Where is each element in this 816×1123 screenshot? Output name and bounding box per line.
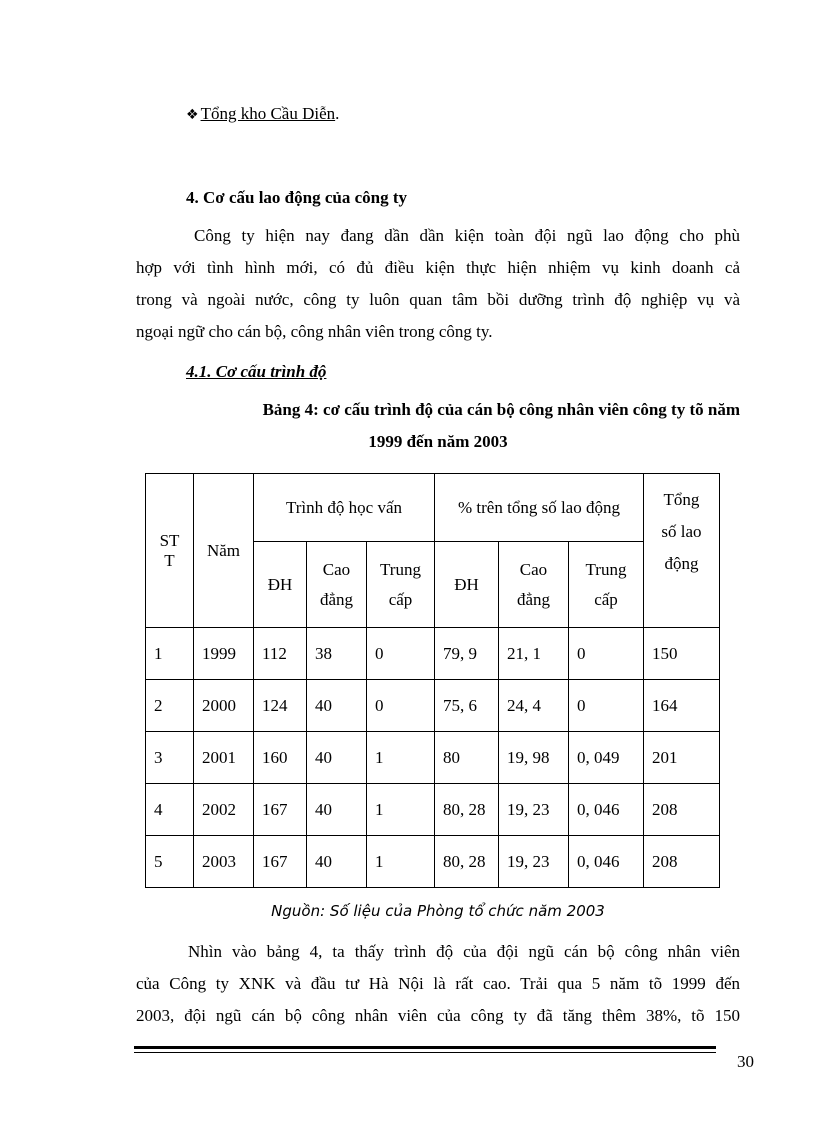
table-row: 3 2001 160 40 1 80 19, 98 0, 049 201 [146, 732, 720, 784]
subsection-heading: 4.1. Cơ cấu trình độ [186, 362, 327, 381]
table-caption-line2: 1999 đến năm 2003 [368, 432, 508, 451]
paragraph-2 [136, 936, 740, 1032]
header-total: Tổng số lao động [644, 474, 720, 628]
header-cao-dang: Cao đẳng [307, 542, 367, 628]
header-trung-cap: Trung cấp [367, 542, 435, 628]
header-percent-dh: ĐH [435, 542, 499, 628]
header-percent-cao-dang: Cao đẳng [499, 542, 569, 628]
header-dh: ĐH [254, 542, 307, 628]
page-number: 30 [737, 1052, 754, 1071]
bullet-item [186, 104, 339, 124]
paragraph-line: trong và ngoài nước, công ty luôn quan tâm bồi dưỡng trình độ nghiệp vụ và [136, 290, 740, 309]
paragraph-line: Công ty hiện nay đang dần dần kiện toàn đội ngũ lao động cho phù [194, 226, 740, 245]
paragraph-line: 2003, đội ngũ cán bộ công nhân viên của công ty đã tăng thêm 38%, tõ 150 [136, 1006, 740, 1025]
paragraph-line: hợp với tình hình mới, có đủ điều kiện thực hiện nhiệm vụ kinh doanh cả [136, 258, 740, 277]
bullet-suffix: . [335, 104, 340, 123]
source-note: Nguồn: Số liệu của Phòng tổ chức năm 2003 [271, 902, 605, 920]
section-heading: 4. Cơ cấu lao động của công ty [186, 188, 407, 207]
table-row: 1 1999 112 38 0 79, 9 21, 1 0 150 [146, 628, 720, 680]
paragraph-1 [136, 220, 740, 348]
paragraph-line: của Công ty XNK và đầu tư Hà Nội là rất cao. Trải qua 5 năm tõ 1999 đến [136, 974, 740, 993]
header-percent-group: % trên tổng số lao động [435, 474, 644, 542]
bullet-text: Tổng kho Cầu Diễn [200, 104, 336, 123]
footer-rule-thick [134, 1046, 716, 1049]
table-row: 5 2003 167 40 1 80, 28 19, 23 0, 046 208 [146, 836, 720, 888]
footer-rule-thin [134, 1052, 716, 1053]
header-education-group: Trình độ học vấn [254, 474, 435, 542]
header-year: Năm [194, 474, 254, 628]
diamond-bullet-icon: ❖ [186, 107, 199, 123]
header-stt: ST T [146, 474, 194, 628]
table-row: 2 2000 124 40 0 75, 6 24, 4 0 164 [146, 680, 720, 732]
header-percent-trung-cap: Trung cấp [569, 542, 644, 628]
table-caption-line1: Bảng 4: cơ cấu trình độ của cán bộ công nhân viên công ty tõ năm [262, 400, 740, 419]
table-row: 4 2002 167 40 1 80, 28 19, 23 0, 046 208 [146, 784, 720, 836]
paragraph-line: ngoại ngữ cho cán bộ, công nhân viên trong công ty. [136, 322, 493, 341]
education-structure-table [145, 473, 720, 888]
paragraph-line: Nhìn vào bảng 4, ta thấy trình độ của đội ngũ cán bộ công nhân viên [188, 942, 740, 961]
